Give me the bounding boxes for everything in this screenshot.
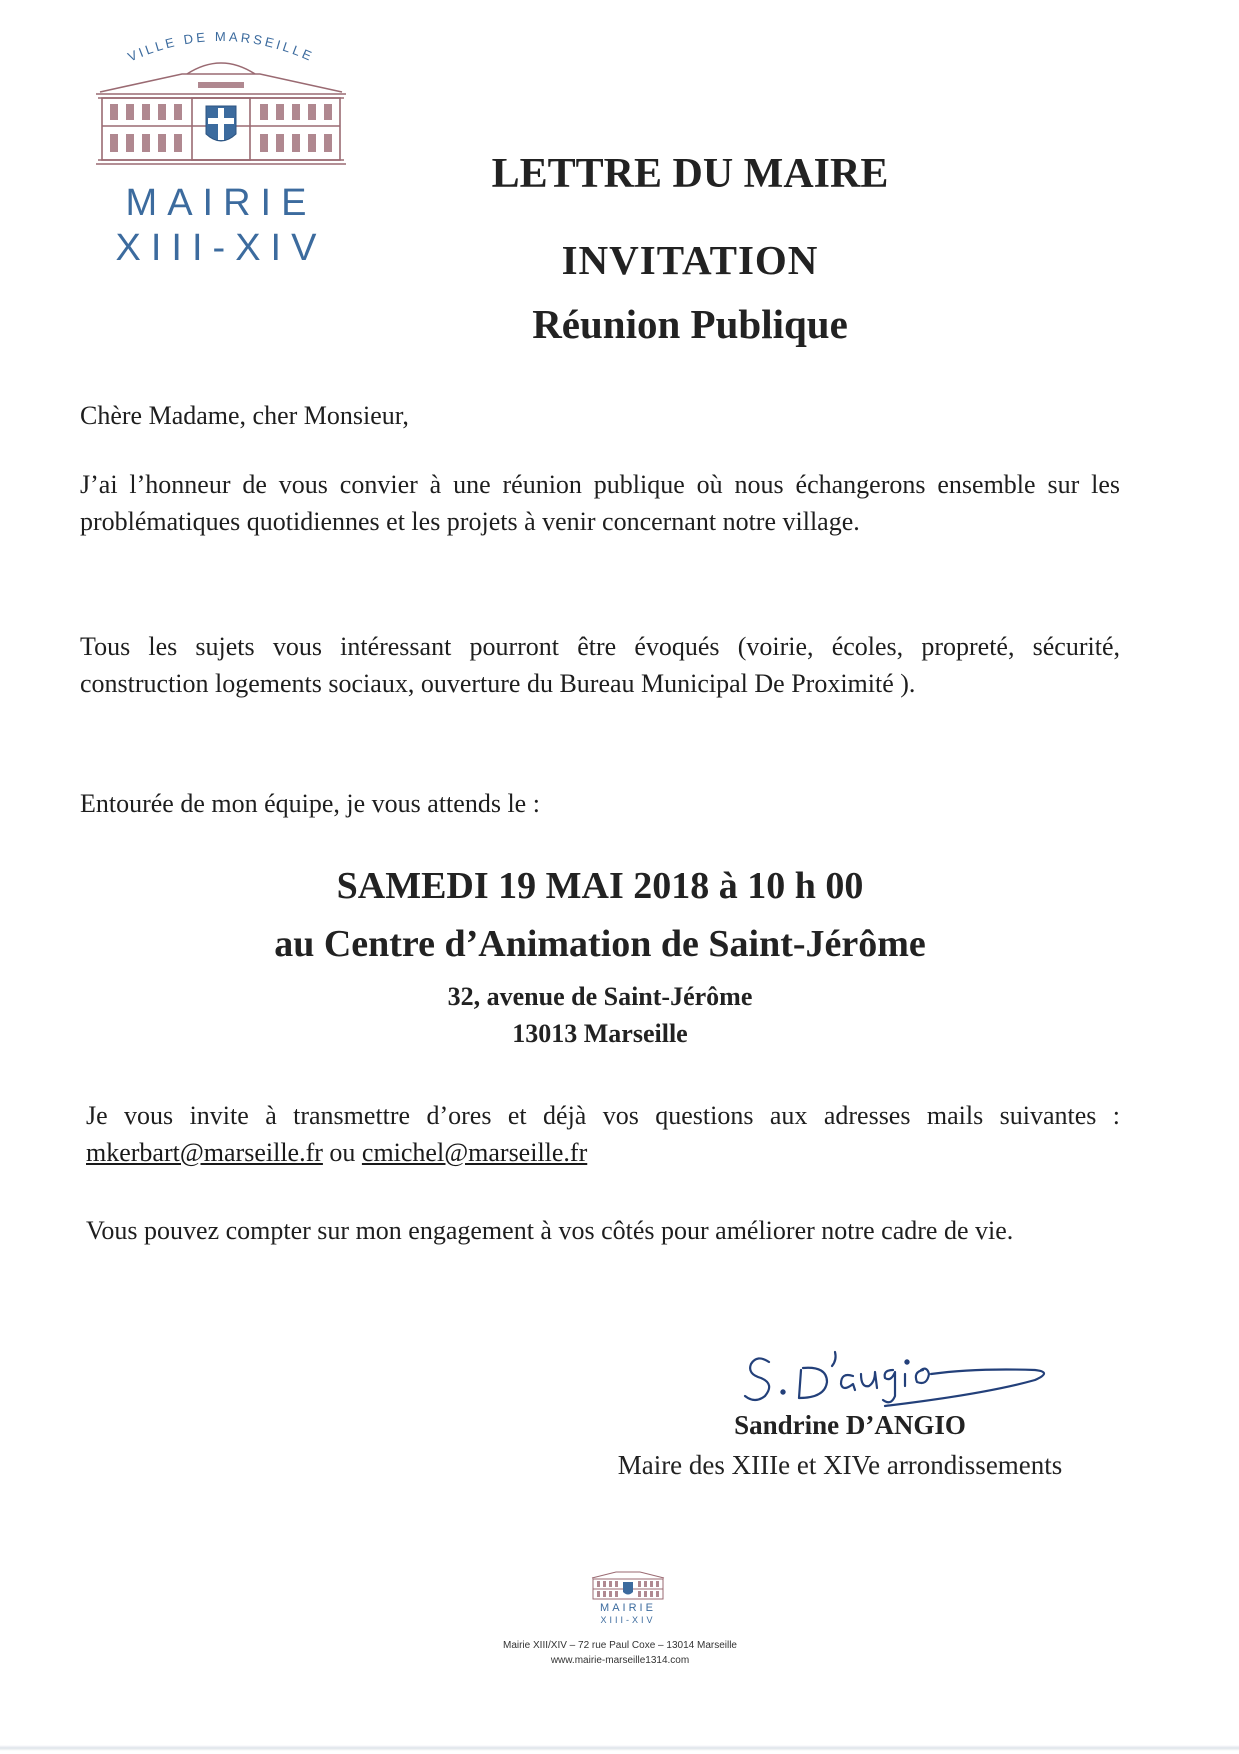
mairie-logo [92, 22, 350, 272]
event-city: 13013 Marseille [512, 1019, 688, 1048]
scan-edge-divider [0, 1745, 1239, 1751]
logo-arc-text: VILLE DE MARSEILLE [125, 28, 317, 65]
meeting-subtitle: Réunion Publique [532, 301, 848, 347]
handwritten-signature [735, 1310, 1065, 1420]
logo-mairie-text: MAIRIE [125, 182, 317, 224]
footer-town-hall-icon [588, 1562, 668, 1602]
email-link-mkerbart[interactable]: mkerbart@marseille.fr [86, 1138, 323, 1167]
questions-text: Je vous invite à transmettre d’ores et déjà vos questions aux adresses mails suivantes : [86, 1101, 1120, 1130]
town-hall-emblem [92, 22, 350, 182]
salutation: Chère Madame, cher Monsieur, [80, 401, 409, 430]
footer-logo-arrondissements: XIII-XIV [600, 1615, 656, 1625]
footer-logo-mairie: MAIRIE [600, 1602, 656, 1614]
signer-title: Maire des XIIIe et XIVe arrondissements [617, 1450, 1063, 1480]
footer-address: Mairie XIII/XIV – 72 rue Paul Coxe – 13014 Marseille [502, 1640, 737, 1651]
signer-name: Sandrine D’ANGIO [734, 1410, 966, 1440]
logo-arrondissements-text: XIII-XIV [115, 227, 327, 269]
paragraph-attendance: Entourée de mon équipe, je vous attends le : [80, 789, 540, 818]
email-link-cmichel[interactable]: cmichel@marseille.fr [361, 1138, 588, 1167]
paragraph-intro: J’ai l’honneur de vous convier à une réunion publique où nous échangerons ensemble sur les problématiques quotidiennes et les projets à venir concernant notre village. [80, 470, 1120, 536]
letter-title: LETTRE DU MAIRE [491, 151, 889, 197]
paragraph-closing: Vous pouvez compter sur mon engagement à vos côtés pour améliorer notre cadre de vie. [86, 1216, 1014, 1245]
footer-website[interactable]: www.mairie-marseille1314.com [550, 1655, 690, 1666]
event-street-address: 32, avenue de Saint-Jérôme [447, 982, 753, 1011]
event-date: SAMEDI 19 MAI 2018 à 10 h 00 [336, 865, 864, 907]
event-place: au Centre d’Animation de Saint-Jérôme [274, 923, 926, 965]
paragraph-questions [86, 1097, 1120, 1171]
email-joiner: ou [322, 1138, 362, 1167]
svg-text:VILLE DE MARSEILLE [125, 29, 316, 65]
paragraph-topics: Tous les sujets vous intéressant pourront être évoqués (voirie, écoles, propreté, sécurité, construction logements sociaux, ouverture du Bureau Municipal De Proximité ). [80, 632, 1120, 698]
invitation-heading: INVITATION [561, 237, 819, 283]
footer-logo [588, 1562, 668, 1626]
